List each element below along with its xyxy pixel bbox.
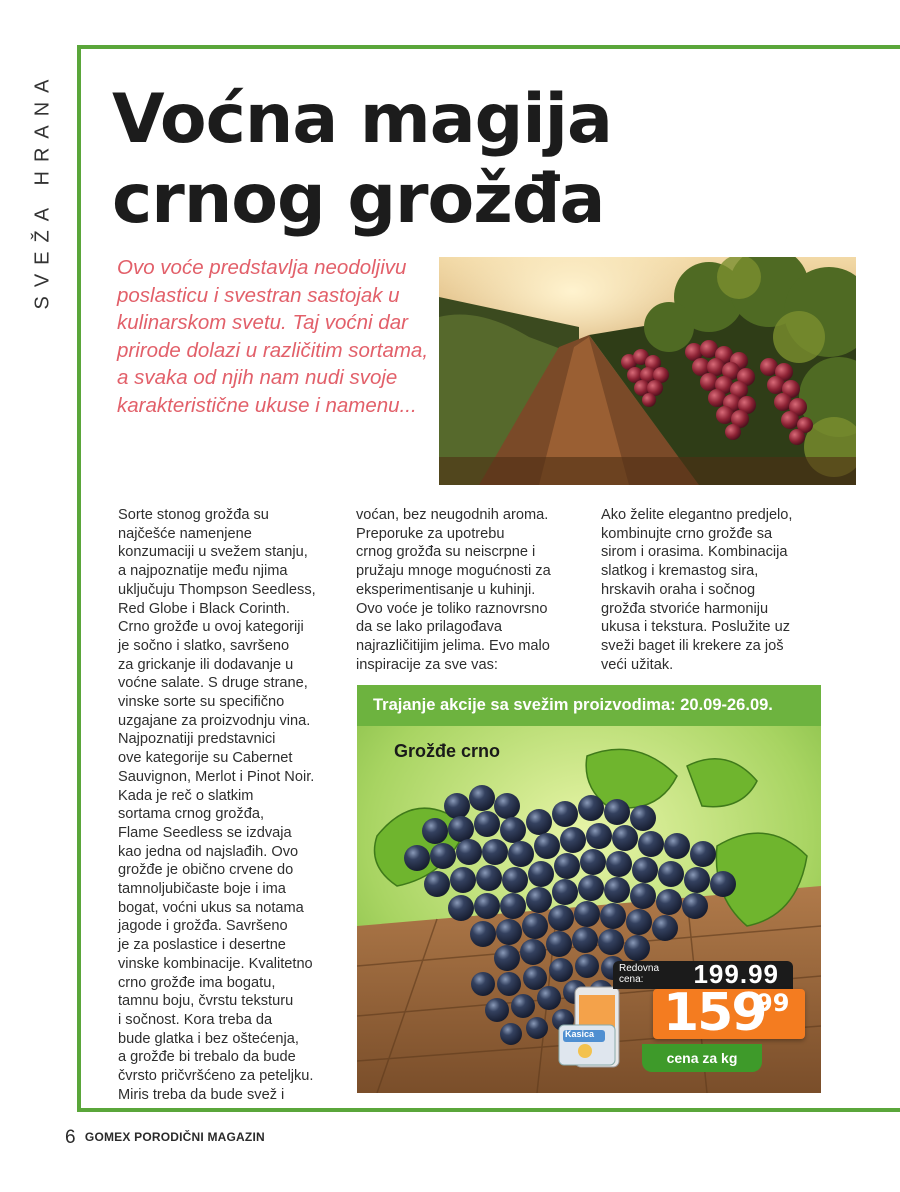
lead-paragraph: Ovo voće predstavlja neodoljivu poslasticu i svestran sastojak u kulinarskom svetu. Taj voćni dar prirode dolazi u različitim sortama, a svaka od njih nam nudi svoje karakteristične ukuse i namenu... xyxy=(117,256,429,417)
price-unit-label: cena za kg xyxy=(642,1044,762,1072)
sale-price-tag xyxy=(653,983,805,1043)
regular-price-label: Redovna cena: xyxy=(619,963,660,985)
magazine-name: GOMEX PORODIČNI MAGAZIN xyxy=(84,1130,265,1144)
page-footer xyxy=(65,1127,265,1149)
loyalty-card-image xyxy=(557,985,629,1073)
article-column-1: Sorte stonog grožđa su najčešće namenjene konzumaciji u svežem stanju, a najpoznatije među njima uključuju Thompson Seedless, Red Globe i Black Corinth. Crno grožđe u ovoj kategoriji je sočno i slatko, savršeno za grickanje ili dodavanje u voćne salate. S druge strane, vinske sorte su specifično uzgajane za proizvodnju vina. Najpoznatiji predstavnici ove kategorije su Cabernet Sauvignon, Merlot i Pinot Noir. Kada je reč o slatkim sortama crnog grožđa, Flame Seedless se izdvaja kao jedna od najslađih. Ovo grožđe je obično crvene do tamnoljubičaste boje i ima bogat, voćni ukus sa notama jagode i grožđa. Savršeno je za poslastice i desertne vinske kombinacije. Kvalitetno crno grožđe ima bogatu, tamnu boju, čvrstu teksturu i sočnost. Kora treba da bude glatka i bez oštećenja, a grožđe bi trebalo da bude čvrsto pričvršćeno za peteljku. Miris treba da bude svež i xyxy=(118,507,316,1103)
title-line-2: crnog grožđa xyxy=(112,160,605,239)
regular-price-value: 199.99 xyxy=(693,959,779,989)
article-column-3: Ako želite elegantno predjelo, kombinujte crno grožđe sa sirom i orasima. Kombinacija slatkog i kremastog sira, hrskavih oraha i sočnog grožđa stvoriće harmoniju ukusa i tekstura. Poslužite uz sveži baget ili krekere za još veći užitak. xyxy=(601,507,793,673)
promo-duration-banner: Trajanje akcije sa svežim proizvodima: 20.09-26.09. xyxy=(357,685,821,726)
article-column-2: voćan, bez neugodnih aroma. Preporuke za upotrebu crnog grožđa su neiscrpne i pružaju mnoge mogućnosti za eksperimentisanje u kuhinji. Ovo voće je toliko raznovrsno da se lako prilagođava najrazličitijim jelima. Evo malo inspiracije za sve vas: xyxy=(356,507,551,673)
sale-price-integer: 159 xyxy=(663,983,766,1043)
product-name: Grožđe crno xyxy=(394,741,501,761)
page-number: 6 xyxy=(65,1127,76,1148)
title-line-1: Voćna magija xyxy=(112,80,612,159)
vineyard-illustration xyxy=(439,257,856,485)
promo-box xyxy=(357,685,821,1093)
vineyard-photo xyxy=(439,257,856,485)
section-label: SVEŽA HRANA xyxy=(31,70,54,310)
article-title xyxy=(112,80,612,240)
card-label: Kasica xyxy=(565,1029,595,1039)
sale-price-decimals: 99 xyxy=(756,989,790,1017)
